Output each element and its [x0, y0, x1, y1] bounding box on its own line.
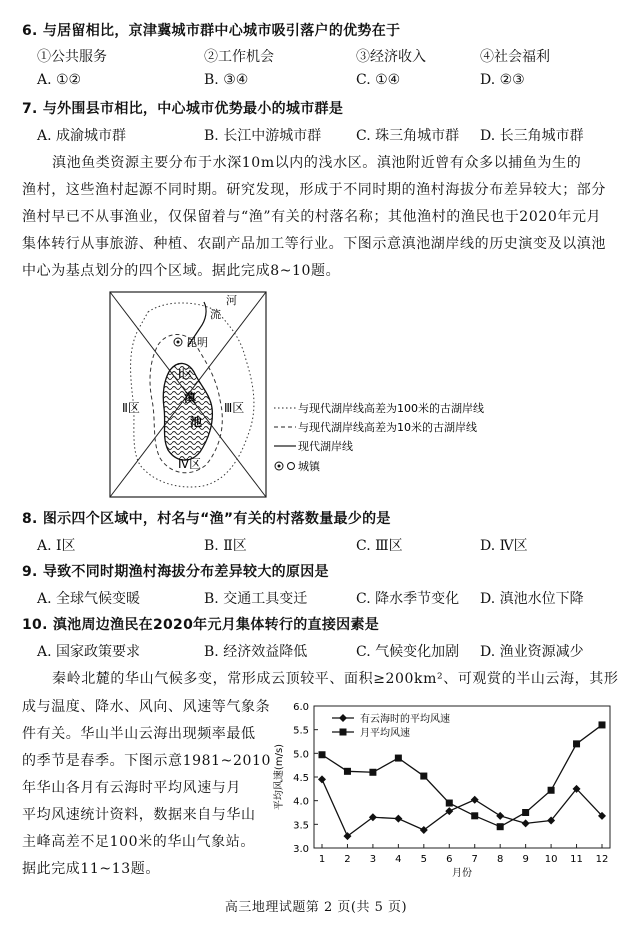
- q7-option-c: C. 珠三角城市群: [356, 128, 460, 144]
- x-tick-label: 9: [522, 854, 529, 865]
- legend-label: 月平均风速: [360, 728, 410, 739]
- data-point-square: [548, 787, 555, 794]
- q9-option-b: B. 交通工具变迁: [204, 591, 308, 607]
- y-axis-label: 平均风速(m/s): [274, 743, 285, 811]
- legend-town-icon: [288, 463, 295, 470]
- river-label: 流: [210, 308, 221, 321]
- q6-stem: 6. 与居留相比，京津冀城市群中心城市吸引落户的优势在于: [22, 23, 401, 39]
- q7-option-d: D. 长三角城市群: [480, 128, 584, 144]
- data-point-square: [395, 755, 402, 762]
- q8-option-b: B. Ⅱ区: [204, 538, 247, 554]
- q7-option-a: A. 成渝城市群: [37, 128, 127, 144]
- q9-option-a: A. 全球气候变暖: [37, 591, 141, 607]
- y-tick-label: 4.0: [293, 796, 309, 808]
- river-label: 河: [226, 294, 237, 307]
- series-line-2: [322, 725, 602, 827]
- q10-option-b: B. 经济效益降低: [204, 644, 308, 660]
- x-tick-label: 5: [420, 854, 428, 865]
- legend-item-10m: 与现代湖岸线高差为10米的古湖岸线: [298, 421, 477, 434]
- data-point-square: [522, 809, 529, 816]
- data-point-square: [573, 740, 580, 747]
- q6-option-a: A. ①②: [37, 72, 82, 88]
- region-1-label: Ⅰ区: [178, 367, 194, 381]
- x-tick-label: 2: [344, 854, 351, 865]
- q8-option-a: A. Ⅰ区: [37, 538, 76, 554]
- data-point-diamond: [522, 819, 530, 827]
- q10-option-a: A. 国家政策要求: [37, 644, 141, 660]
- x-tick-label: 6: [446, 854, 453, 865]
- q8-option-d: D. Ⅳ区: [480, 538, 528, 554]
- data-point-square: [319, 751, 326, 758]
- x-tick-label: 3: [369, 854, 377, 865]
- data-point-square: [420, 773, 427, 780]
- legend-marker-diamond: [339, 714, 347, 722]
- passage1-line: 中心为基点划分的四个区域。据此完成8~10题。: [22, 263, 341, 279]
- x-tick-label: 12: [595, 854, 609, 865]
- legend-item-town: 城镇: [298, 460, 320, 473]
- passage2-line: 主峰高差不足100米的华山气象站。: [22, 834, 255, 850]
- data-point-diamond: [496, 812, 504, 820]
- passage1-line: 集体转行从事旅游、种植、农副产品加工等行业。下图示意滇池湖岸线的历史演变及以滇池: [22, 236, 606, 252]
- x-tick-label: 1: [318, 854, 326, 865]
- q6-item-1: ①公共服务: [37, 49, 107, 65]
- x-tick-label: 7: [471, 854, 478, 865]
- legend-item-100m: 与现代湖岸线高差为100米的古湖岸线: [298, 402, 484, 415]
- q9-option-c: C. 降水季节变化: [356, 591, 460, 607]
- passage1-line: 渔村早已不从事渔业，仅保留着与“渔”有关的村落名称；其他渔村的渔民也于2020年元月: [22, 209, 602, 225]
- y-tick-label: 4.5: [293, 773, 309, 784]
- y-tick-label: 3.5: [293, 820, 309, 832]
- passage2-line: 的季节是春季。下图示意1981~2010: [22, 753, 271, 769]
- data-point-diamond: [394, 815, 402, 823]
- x-tick-label: 11: [570, 854, 583, 865]
- y-tick-label: 5.5: [293, 725, 309, 737]
- lake-label: 滇: [184, 391, 197, 405]
- passage2-line: 成与温度、降水、风向、风速等气象条: [22, 699, 271, 715]
- plot-area: [314, 706, 610, 848]
- lake-label: 池: [190, 415, 203, 429]
- city-label-kunming: 昆明: [186, 336, 208, 349]
- passage2-line: 平均风速统计资料，数据来自与华山: [22, 807, 256, 823]
- y-tick-label: 3.0: [293, 844, 309, 855]
- legend-item-modern: 现代湖岸线: [298, 440, 353, 453]
- legend-city-icon: [278, 465, 281, 468]
- q10-option-c: C. 气候变化加剧: [356, 644, 460, 660]
- y-tick-label: 5.0: [293, 749, 309, 761]
- data-point-square: [369, 769, 376, 776]
- series-line-1: [322, 779, 602, 836]
- q8-option-c: C. Ⅲ区: [356, 538, 403, 554]
- q6-item-2: ②工作机会: [204, 49, 274, 65]
- region-3-label: Ⅲ区: [224, 401, 245, 415]
- passage2-line: 年华山各月有云海时平均风速与月: [22, 780, 241, 796]
- q7-stem: 7. 与外围县市相比，中心城市优势最小的城市群是: [22, 101, 344, 117]
- q9-option-d: D. 滇池水位下降: [480, 591, 584, 607]
- legend-marker-square: [340, 729, 347, 736]
- data-point-square: [599, 721, 606, 728]
- dianchi-map: [108, 290, 528, 502]
- x-axis-label: 月份: [452, 868, 472, 879]
- q8-stem: 8. 图示四个区域中，村名与“渔”有关的村落数量最少的是: [22, 511, 391, 527]
- data-point-square: [497, 823, 504, 830]
- city-symbol: [177, 341, 180, 344]
- q6-item-4: ④社会福利: [480, 49, 550, 65]
- wind-speed-chart: [262, 696, 620, 882]
- q9-stem: 9. 导致不同时期渔村海拔分布差异较大的原因是: [22, 564, 329, 580]
- q10-option-d: D. 渔业资源减少: [480, 644, 584, 660]
- passage2-line: 据此完成11~13题。: [22, 861, 160, 877]
- region-4-label: Ⅳ区: [178, 457, 202, 471]
- data-point-square: [344, 768, 351, 775]
- q6-option-b: B. ③④: [204, 72, 249, 88]
- x-tick-label: 8: [496, 854, 504, 865]
- x-tick-label: 4: [395, 854, 402, 865]
- page-footer: 高三地理试题第 2 页(共 5 页): [224, 900, 408, 915]
- passage1-line: 滇池鱼类资源主要分布于水深10m以内的浅水区。滇池附近曾有众多以捕鱼为生的: [52, 155, 582, 171]
- q6-item-3: ③经济收入: [356, 49, 426, 65]
- data-point-square: [446, 800, 453, 807]
- data-point-square: [471, 812, 478, 819]
- q6-option-d: D. ②③: [480, 72, 525, 88]
- y-tick-label: 6.0: [293, 702, 309, 713]
- passage2-line: 秦岭北麓的华山气候多变，常形成云顶较平、面积≥200km²、可观赏的半山云海，其形: [52, 671, 619, 687]
- passage1-line: 渔村，这些渔村起源不同时期。研究发现，形成于不同时期的渔村海拔分布差异较大；部分: [22, 182, 606, 198]
- region-2-label: Ⅱ区: [122, 401, 140, 415]
- q6-option-c: C. ①④: [356, 72, 401, 88]
- q10-stem: 10. 滇池周边渔民在2020年元月集体转行的直接因素是: [22, 617, 380, 633]
- x-tick-label: 10: [544, 854, 558, 865]
- data-point-diamond: [471, 796, 479, 804]
- passage2-line: 件有关。华山半山云海出现频率最低: [22, 726, 256, 742]
- data-point-diamond: [318, 775, 326, 783]
- q7-option-b: B. 长江中游城市群: [204, 128, 322, 144]
- legend-label: 有云海时的平均风速: [360, 714, 450, 725]
